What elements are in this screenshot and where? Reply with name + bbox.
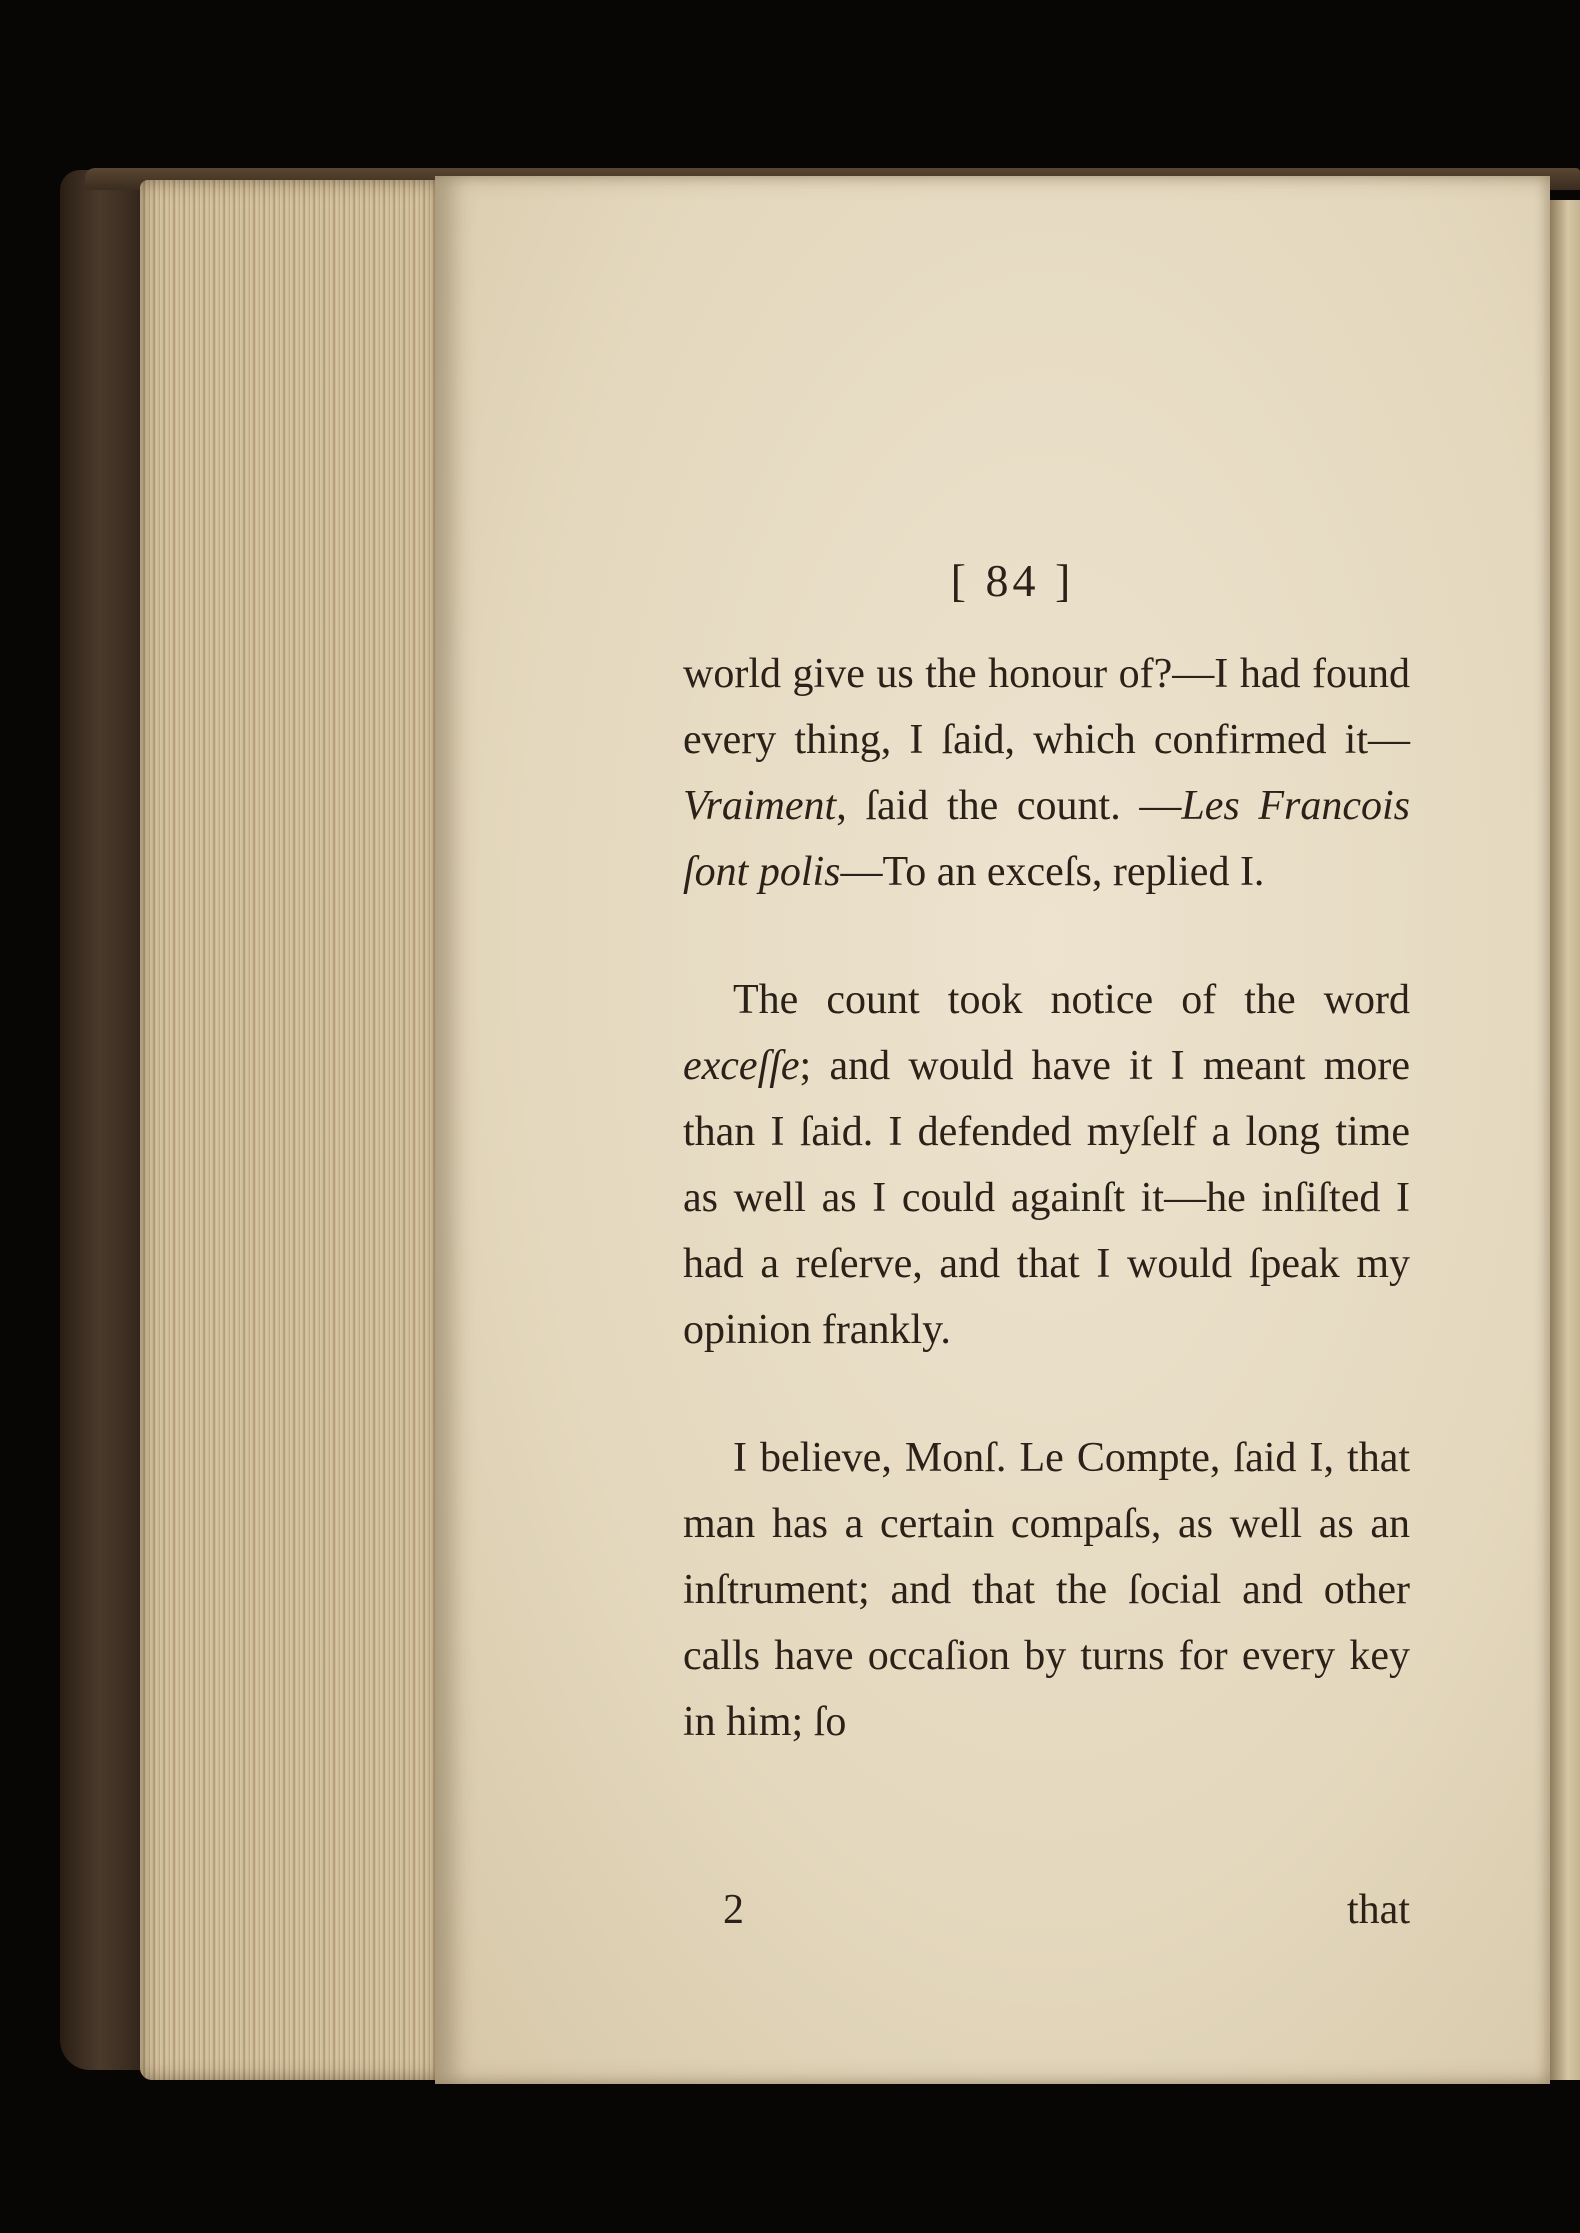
page-edges [140, 180, 440, 2080]
paragraph-1 [683, 641, 1410, 905]
page-number: [ 84 ] [950, 555, 1075, 606]
italic-segment: Vraiment [683, 783, 837, 829]
signature-mark: 2 [723, 1887, 744, 1933]
italic-segment: exceſſe [683, 1043, 800, 1089]
text-segment: The count took notice of the word [733, 977, 1410, 1023]
text-segment: I believe, Monſ. Le Compte, ſaid I, that man has a certain compaſs, as well as an inſtrument; and that the ſocial and other calls have occaſion by turns for every key in him; ſo [683, 1435, 1410, 1745]
page-footer [683, 1886, 1410, 1952]
text-segment: , ſaid the count. — [836, 783, 1182, 829]
page-text [683, 641, 1410, 1817]
book-gutter [1550, 200, 1580, 2080]
italic-segment: Les Francois ſont polis [683, 783, 1410, 895]
text-segment: —To an exceſs, replied I. [840, 849, 1265, 895]
text-segment: world give us the honour of?—I had found every thing, I ſaid, which confirmed it— [683, 651, 1410, 763]
paragraph-3 [683, 1425, 1410, 1755]
book-page [435, 176, 1550, 2084]
catchword: that [1347, 1887, 1410, 1933]
paragraph-2 [683, 967, 1410, 1363]
text-segment: ; and would have it I meant more than I ſaid. I defended myſelf a long time as well as I could againſt it—he inſiſted I had a reſerve, and that I would ſpeak my opinion frankly. [683, 1043, 1410, 1353]
